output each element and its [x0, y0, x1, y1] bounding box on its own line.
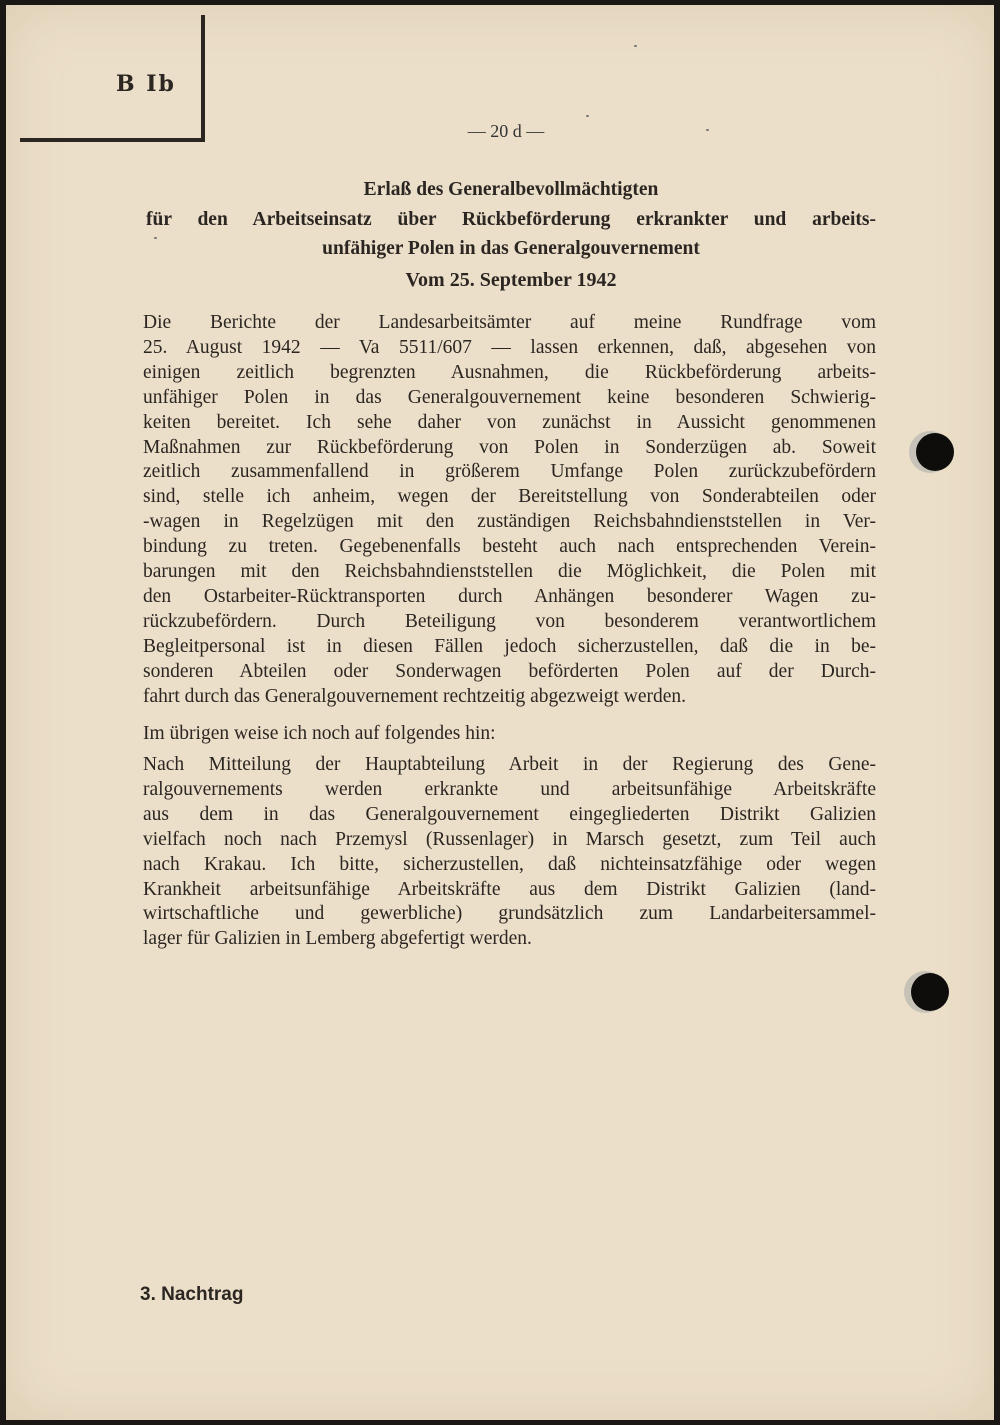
text-line: Nach Mitteilung der Hauptabteilung Arbeit in der Regierung des Gene- — [143, 754, 876, 775]
footer-note: 3. Nachtrag — [140, 1284, 244, 1305]
text-line: fahrt durch das Generalgouvernement rechtzeitig abgezweigt werden. — [143, 685, 687, 707]
text-line: 25. August 1942 — Va 5511/607 — lassen erkennen, daß, abgesehen von — [143, 336, 876, 358]
text-line: lager für Galizien in Lemberg abgefertigt werden. — [143, 928, 532, 950]
text-line: Krankheit arbeitsunfähige Arbeitskräfte aus dem Distrikt Galizien (land- — [143, 878, 876, 900]
text-line: sind, stelle ich anheim, wegen der Bereitstellung von Sonderabteilen oder — [143, 486, 876, 508]
text-line: ralgouvernements werden erkrankte und arbeitsunfähige Arbeitskräfte — [143, 778, 876, 800]
text-line: den Ostarbeiter-Rücktransporten durch Anhängen besonderer Wagen zu- — [143, 585, 876, 607]
punch-hole — [911, 973, 949, 1011]
paper-speck — [154, 237, 157, 239]
text-line: Die Berichte der Landesarbeitsämter auf meine Rundfrage vom — [143, 312, 876, 333]
text-line: einigen zeitlich begrenzten Ausnahmen, die Rückbeförderung arbeits- — [143, 361, 876, 383]
date-line: Vom 25. September 1942 — [405, 269, 617, 291]
paragraph-3 — [143, 753, 876, 952]
text-line: Maßnahmen zur Rückbeförderung von Polen in Sonderzügen ab. Soweit — [143, 436, 876, 458]
text-line: rückzubefördern. Durch Beteiligung von besonderem verantwortlichem — [143, 610, 876, 632]
text-line: Im übrigen weise ich noch auf folgendes hin: — [143, 723, 496, 744]
paper-speck — [706, 129, 709, 131]
title-line: für den Arbeitseinsatz über Rückbeförderung erkrankter und arbeits- — [146, 208, 876, 230]
title-line: unfähiger Polen in das Generalgouvernement — [322, 238, 700, 259]
text-line: bindung zu treten. Gegebenenfalls besteht auch nach entsprechenden Verein- — [143, 536, 876, 558]
punch-hole — [916, 433, 954, 471]
text-line: aus dem in das Generalgouvernement eingegliederten Distrikt Galizien — [143, 803, 876, 825]
page-number: — 20 d — — [467, 121, 545, 141]
text-line: vielfach noch nach Przemysl (Russenlager) in Marsch gesetzt, zum Teil auch — [143, 828, 876, 850]
paper-speck — [634, 45, 637, 47]
text-line: keiten bereitet. Ich sehe daher von zunächst in Aussicht genommenen — [143, 411, 876, 433]
text-line: nach Krakau. Ich bitte, sicherzustellen, daß nichteinsatzfähige oder wegen — [143, 853, 876, 875]
paper-speck — [586, 115, 589, 117]
text-line: barungen mit den Reichsbahndienststellen die Möglichkeit, die Polen mit — [143, 561, 876, 583]
text-line: zeitlich zusammenfallend in größerem Umfange Polen zurückzubefördern — [143, 461, 876, 483]
paragraph-2 — [143, 722, 876, 747]
text-line: -wagen in Regelzügen mit den zuständigen Reichsbahndienststellen in Ver- — [143, 511, 876, 533]
title-block — [146, 175, 876, 264]
text-line: Begleitpersonal ist in diesen Fällen jedoch sicherzustellen, daß die in be- — [143, 635, 876, 657]
text-line: wirtschaftliche und gewerbliche) grundsätzlich zum Landarbeitersammel- — [143, 903, 876, 925]
title-line: Erlaß des Generalbevollmächtigten — [363, 179, 659, 200]
document-page — [6, 5, 994, 1420]
text-line: sonderen Abteilen oder Sonderwagen beförderten Polen auf der Durch- — [143, 660, 876, 682]
text-line: unfähiger Polen in das Generalgouvernement keine besonderen Schwierig- — [143, 386, 876, 408]
paragraph-1 — [143, 311, 876, 710]
corner-label: B Ib — [116, 71, 176, 97]
